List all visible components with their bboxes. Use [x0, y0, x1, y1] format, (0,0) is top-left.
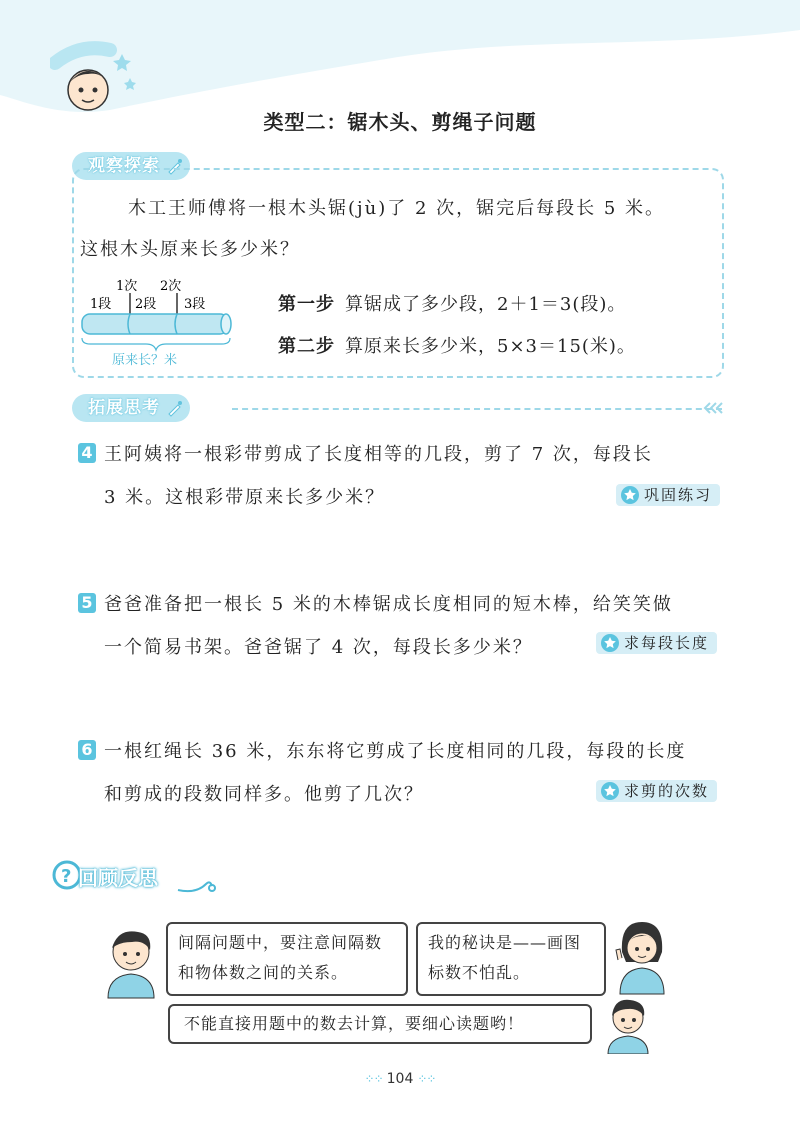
review-bubble-2 — [416, 922, 606, 996]
page-number-dots-right: ⁘⁘ — [417, 1072, 436, 1086]
observe-problem-line1: 木工王师傅将一根木头锯(jù)了 2 次，锯完后每段长 5 米。 — [128, 198, 666, 219]
page-number-dots-left: ⁘⁘ — [364, 1072, 383, 1086]
review-title: 回顾反思 — [78, 866, 158, 890]
step-two-label: 第二步 — [278, 336, 335, 357]
girl-avatar — [612, 912, 672, 996]
question-4-line2: 3 米。这根彩带原来长多少米？ — [104, 487, 386, 508]
step-two — [278, 332, 636, 358]
step-one — [278, 290, 626, 316]
review-bubble-1-line1: 间隔问题中，要注意间隔数 — [178, 933, 383, 952]
expand-divider — [232, 408, 722, 410]
diagram-total-label: 原来长？米 — [112, 353, 178, 366]
question-6-line1: 一根红绳长 36 米，东东将它剪成了长度相同的几段，每段的长度 — [104, 741, 687, 762]
star-icon — [620, 485, 640, 505]
diagram-seg2-label: 2段 — [135, 297, 157, 312]
question-5-badge — [596, 632, 717, 654]
boy-avatar-right — [600, 994, 656, 1054]
swirl-decoration — [176, 876, 216, 896]
step-two-text: 算原来长多少米，5×3＝15(米)。 — [345, 336, 636, 357]
review-bubble-1 — [166, 922, 408, 996]
review-bubble-2-line2: 标数不怕乱。 — [428, 963, 531, 982]
step-one-label: 第一步 — [278, 294, 335, 315]
question-number-4: 4 — [78, 443, 96, 463]
log-diagram — [78, 276, 238, 366]
question-6-badge — [596, 780, 717, 802]
page-number-text: 104 — [386, 1071, 414, 1087]
observe-problem-line2: 这根木头原来长多少米？ — [80, 239, 300, 260]
question-5-line1: 爸爸准备把一根长 5 米的木棒锯成长度相同的短木棒，给笑笑做 — [104, 594, 673, 615]
review-bubble-2-line1: 我的秘诀是——画图 — [428, 933, 582, 952]
question-6-badge-label: 求剪的次数 — [624, 782, 710, 800]
question-5-line2: 一个简易书架。爸爸锯了 4 次，每段长多少米？ — [104, 637, 533, 658]
svg-text:?: ? — [61, 866, 72, 887]
review-bubble-1-line2: 和物体数之间的关系。 — [178, 963, 349, 982]
review-bubble-3: 不能直接用题中的数去计算，要细心读题哟！ — [168, 1004, 592, 1044]
diagram-seg3-label: 3段 — [184, 297, 206, 312]
question-4-badge — [616, 484, 720, 506]
chevrons-icon — [702, 401, 724, 415]
log-shape — [82, 314, 228, 334]
page-title: 类型二：锯木头、剪绳子问题 — [263, 110, 537, 134]
diagram-seg1-label: 1段 — [90, 297, 112, 312]
question-5-badge-label: 求每段长度 — [624, 634, 710, 652]
boy-avatar-left — [98, 920, 164, 1000]
question-number-5: 5 — [78, 593, 96, 613]
page-number — [0, 1071, 800, 1087]
question-4-badge-label: 巩固练习 — [644, 486, 713, 504]
star-icon — [600, 781, 620, 801]
question-number-6: 6 — [78, 740, 96, 760]
question-4-line1: 王阿姨将一根彩带剪成了长度相等的几段，剪了 7 次，每段长 — [104, 444, 653, 465]
step-one-text: 算锯成了多少段，2＋1＝3(段)。 — [345, 294, 627, 315]
observe-tab-label: 观察探索 — [88, 156, 160, 176]
expand-section-tab — [72, 394, 190, 422]
star-icon — [600, 633, 620, 653]
diagram-cut1-label: 1次 — [116, 279, 138, 294]
expand-tab-label: 拓展思考 — [88, 398, 160, 418]
question-6-line2: 和剪成的段数同样多。他剪了几次？ — [104, 784, 424, 805]
diagram-cut2-label: 2次 — [160, 279, 182, 294]
pencil-icon — [166, 399, 184, 417]
